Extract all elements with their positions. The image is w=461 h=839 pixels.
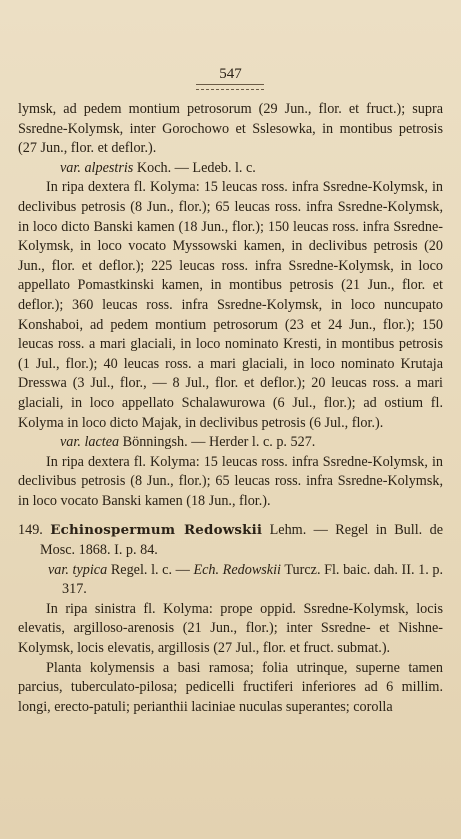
synonym-citation: Turcz. Fl. baic. dah. II. 1. p. 317.: [62, 561, 444, 598]
paragraph-3: In ripa dextera fl. Kolyma: 15 leucas ross. infra Ssredne-Kolymsk, in declivibus petrosis (8 Jun., flor.); 65 leucas ross. infra Ssredne-Kolymsk, in loco vocato Banski kamen (18 Jun., flor.).: [18, 453, 443, 509]
variety-citation: Bönningsh. — Herder l. c. p. 527.: [122, 434, 316, 451]
page-body: [18, 100, 443, 717]
variety-name: typica: [72, 561, 108, 578]
variety-name: lactea: [84, 434, 120, 451]
variety-typica-line: [18, 561, 443, 600]
paragraph-4: In ripa sinistra fl. Kolyma: prope oppid. Ssredne-Kolymsk, locis elevatis, argilloso-arenosis (21 Jun., flor.); inter Ssredne- et Nishne-Kolymsk, locis elevatis, argillosis (27 Jul., flor. et fruct. submat.).: [18, 600, 443, 657]
entry-number: 149.: [18, 522, 43, 539]
variety-alpestris-line: [18, 159, 443, 179]
paragraph-1: lymsk, ad pedem montium petrosorum (29 Jun., flor. et fruct.); supra Ssredne-Kolymsk, inter Gorochowo et Sslesowka, in montibus petrosis (27 Jun., flor. et deflor.).: [18, 101, 443, 157]
species-name: Echinospermum Redowskii: [50, 522, 263, 539]
variety-name: alpestris: [84, 159, 134, 176]
paragraph-5: Planta kolymensis a basi ramosa; folia utrinque, superne tamen parcius, tuberculato-pilosa; pedicelli fructiferi inferiores ad 6 millim. longi, erecto-patuli; perianthii laciniae nuculas superantes; corolla: [18, 659, 443, 715]
var-label: var.: [60, 159, 81, 176]
variety-citation: Regel. l. c. —: [110, 561, 190, 578]
paragraph-2: In ripa dextera fl. Kolyma: 15 leucas ross. infra Ssredne-Kolymsk, in declivibus petrosis (8 Jun., flor.); 65 leucas ross. infra Ssredne-Kolymsk, in loco dicto Banski kamen (18 Jun., flor.); 150 leucas ross. infra Ssredne-Kolymsk, in loco vocato Myssowski kamen, in declivibus petrosis (20 Jun., flor. et deflor.); 225 leucas ross. infra Ssredne-Kolymsk, in loco appellato Pomastkinski kamen, in montibus petrosis (21 Jun., flor. et deflor.); 360 leucas ross. infra Ssredne-Kolymsk, in loco nuncupato Konshaboi, ad pedem montium petrosorum (23 et 24 Jun., flor.); 150 leucas ross. a mari glaciali, in loco nominato Kresti, in montibus petrosis (1 Jul., flor.); 40 leucas ross. a mari glaciali, in loco nominato Krutaja Dresswa (3 Jul., flor., — 8 Jul., flor. et deflor.); 20 leucas ross. a mari glaciali, in loco appellato Schalawurowa (6 Jul., flor.); ad ostium fl. Kolyma in loco dicto Majak, in declivibus petrosis (6 Jul., flor.).: [18, 179, 443, 431]
synonym-name: Ech. Redowskii: [193, 561, 281, 578]
variety-lactea-line: [18, 433, 443, 453]
var-label: var.: [48, 561, 69, 578]
species-entry-149: [18, 521, 443, 560]
header-rule: [196, 84, 264, 90]
variety-citation: Koch. — Ledeb. l. c.: [136, 159, 256, 176]
var-label: var.: [60, 434, 81, 451]
species-citation: Lehm. — Regel in Bull. de Mosc. 1868. I. p. 84.: [40, 522, 443, 559]
page-number: 547: [219, 66, 242, 82]
